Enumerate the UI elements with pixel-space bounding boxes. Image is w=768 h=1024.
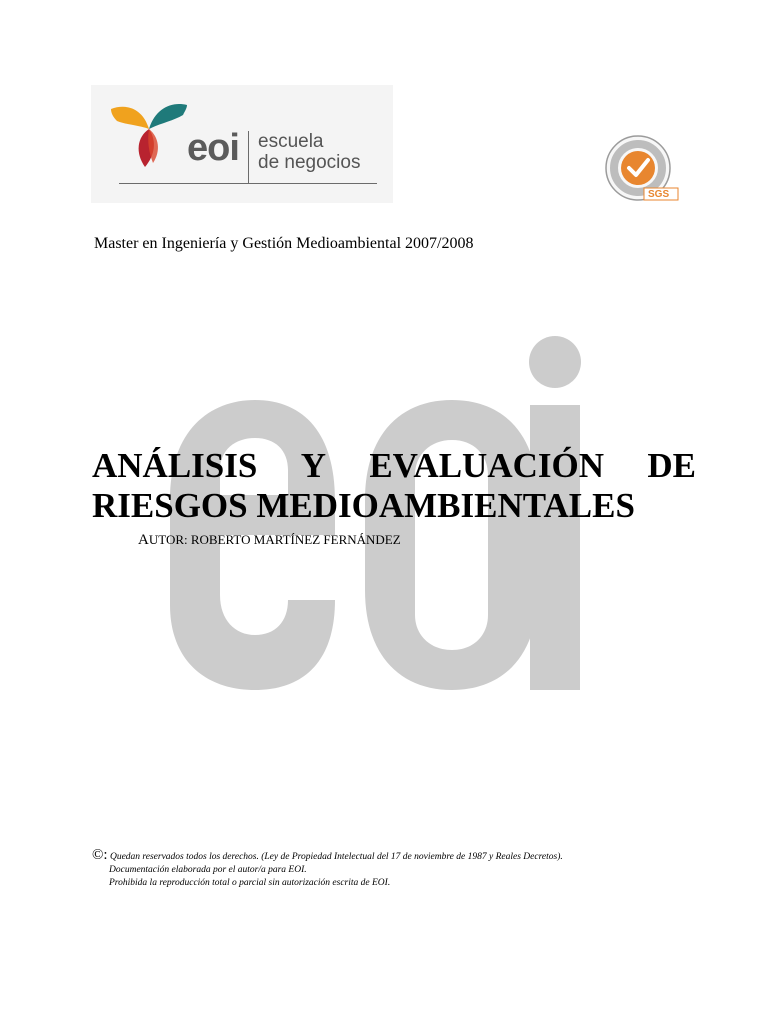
copyright-line2: Documentación elaborada por el autor/a para EOI. <box>109 865 307 875</box>
copyright-notice <box>92 849 712 890</box>
title-word: DE <box>647 446 696 485</box>
document-title <box>92 446 696 526</box>
copyright-symbol: ©: <box>92 847 108 863</box>
author-label-rest: UTOR <box>148 532 184 547</box>
author-name: : ROBERTO MARTÍNEZ FERNÁNDEZ <box>184 532 401 547</box>
logo-divider <box>248 131 249 183</box>
copyright-line1: Quedan reservados todos los derechos. (Ley de Propiedad Intelectual del 17 de noviembre de 1987 y Reales Decretos). <box>109 852 563 862</box>
logo-underline <box>119 183 377 184</box>
logo-tagline-line2: de negocios <box>258 152 361 173</box>
logo-tagline <box>258 131 360 173</box>
eoi-logo-mark-icon <box>109 103 189 173</box>
sgs-label: SGS <box>648 189 670 200</box>
program-name: Master en Ingeniería y Gestión Medioambiental 2007/2008 <box>94 235 474 252</box>
document-title-line2: RIESGOS MEDIOAMBIENTALES <box>92 486 635 525</box>
eoi-logo-wordmark: eoi <box>187 127 239 169</box>
eoi-logo <box>91 85 393 203</box>
sgs-certification-badge <box>600 132 680 202</box>
logo-tagline-line1: escuela <box>258 131 324 152</box>
document-title-line1 <box>92 446 696 486</box>
author-label-initial: A <box>138 532 149 548</box>
title-word: ANÁLISIS <box>92 446 258 485</box>
copyright-line3: Prohibida la reproducción total o parcial sin autorización escrita de EOI. <box>109 878 391 888</box>
title-word: EVALUACIÓN <box>369 446 605 485</box>
author-line <box>138 532 401 549</box>
title-word: Y <box>300 446 326 485</box>
